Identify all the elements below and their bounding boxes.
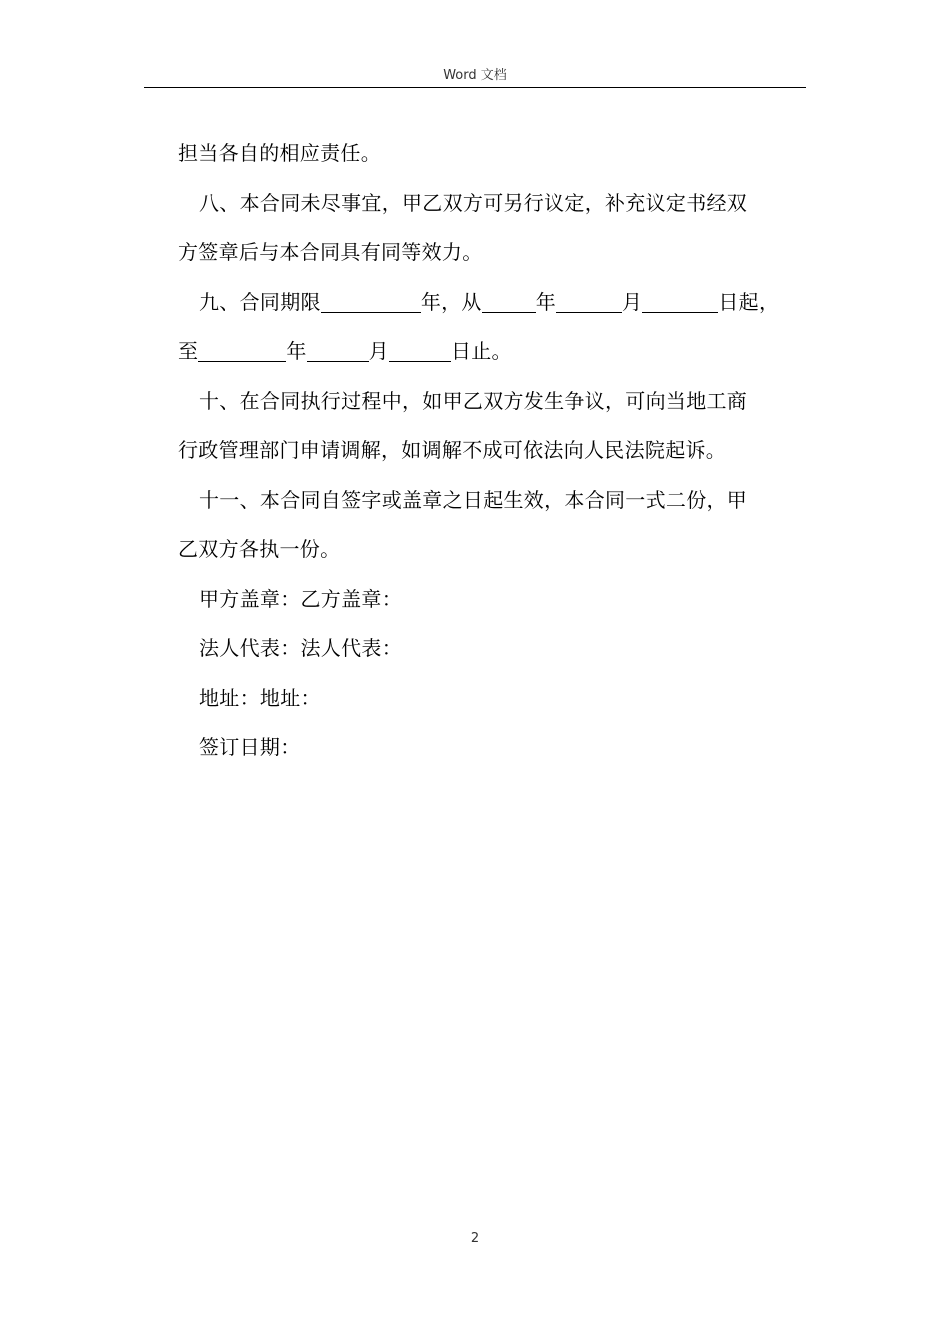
year2-text: 年: [286, 339, 307, 363]
legal-representative-line: 法人代表：法人代表：: [199, 636, 402, 660]
header-divider: [144, 87, 806, 88]
end-day-blank: [389, 339, 451, 362]
end-year-blank: [198, 339, 286, 362]
paragraph-10-line-2: 行政管理部门申请调解，如调解不成可依法向人民法院起诉。: [178, 438, 727, 462]
start-year-blank: [482, 290, 536, 313]
year-text: 年: [535, 289, 557, 314]
month2-text: 月: [368, 339, 389, 363]
day-end-text: 日止。: [450, 339, 512, 363]
start-month-blank: [556, 290, 622, 313]
year-from-text: 年，从: [420, 289, 482, 314]
term-years-blank: [321, 290, 421, 313]
month-text: 月: [622, 289, 643, 314]
paragraph-8-line-1: 八、本合同未尽事宜，甲乙双方可另行议定，补充议定书经双: [199, 190, 748, 215]
to-text: 至: [178, 339, 199, 363]
paragraph-8-line-2: 方签章后与本合同具有同等效力。: [178, 240, 483, 264]
document-body: [178, 129, 804, 773]
paragraph-9-line-2: [178, 327, 804, 377]
seal-line: 甲方盖章：乙方盖章：: [199, 586, 402, 611]
paragraph-10-line-1: 十、在合同执行过程中，如甲乙双方发生争议，可向当地工商: [199, 388, 748, 413]
start-day-blank: [642, 290, 718, 313]
address-line: 地址：地址：: [199, 685, 321, 710]
signing-date-line: 签订日期：: [199, 735, 301, 759]
paragraph-7-end: 担当各自的相应责任。: [178, 141, 381, 165]
end-month-blank: [307, 339, 369, 362]
page-number: 2: [470, 1231, 480, 1246]
paragraph-11-line-1: 十一、本合同自签字或盖章之日起生效，本合同一式二份，甲: [199, 487, 748, 512]
paragraph-9-line-1: [178, 278, 804, 328]
page-header-title: Word 文档: [443, 68, 507, 83]
paragraph-11-line-2: 乙双方各执一份。: [178, 537, 341, 561]
contract-term-label: 九、合同期限: [199, 289, 321, 314]
day-start-text: 日起，: [718, 289, 780, 314]
